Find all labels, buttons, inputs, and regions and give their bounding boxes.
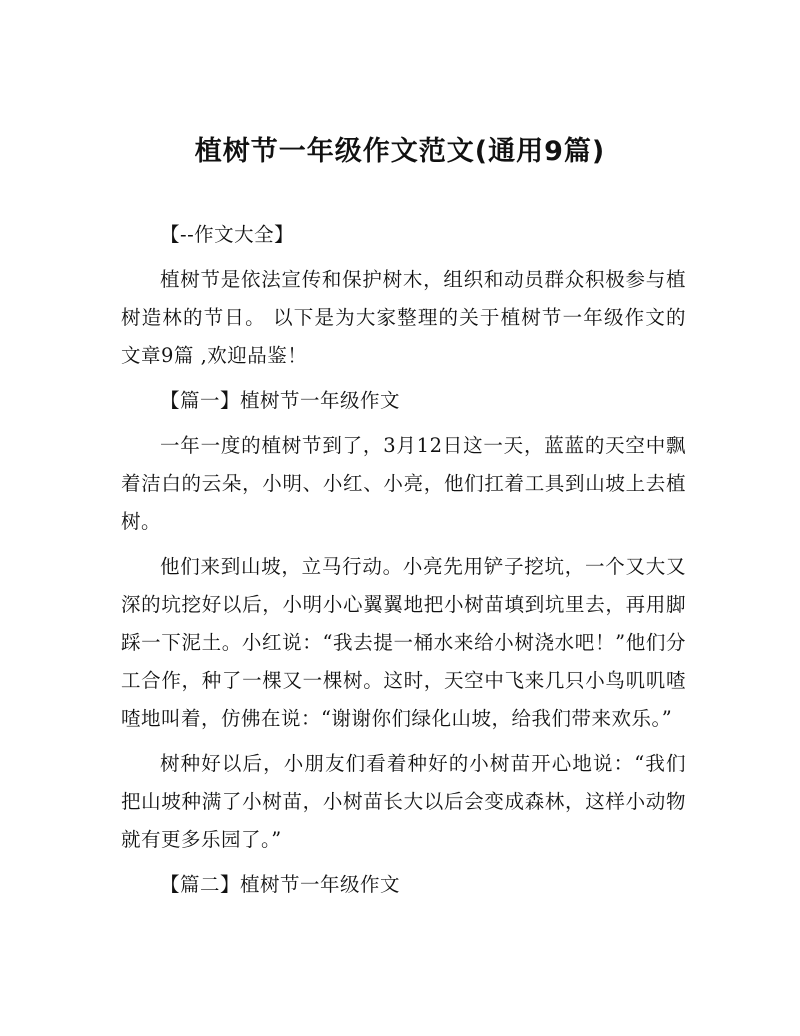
section-heading-1: 【篇一】植树节一年级作文 [160,389,401,412]
section-heading-2: 【篇二】植树节一年级作文 [160,873,401,896]
category-label: 【--作文大全】 [160,223,295,246]
document-body [121,216,686,911]
document-title: 植树节一年级作文范文(通用9篇) [194,136,606,167]
section1-paragraph-2: 他们来到山坡，立马行动。小亮先用铲子挖坑，一个又大又深的坑挖好以后，小明小心翼翼地把小树苗填到坑里去，再用脚踩一下泥土。小红说：“我去提一桶水来给小树浇水吧！”他们分工合作，种了一棵又一棵树。这时，天空中飞来几只小鸟叽叽喳喳地叫着，仿佛在说：“谢谢你们绿化山坡，给我们带来欢乐。” [121,555,686,730]
section1-paragraph-3: 树种好以后，小朋友们看着种好的小树苗开心地说：“我们把山坡种满了小树苗，小树苗长大以后会变成森林，这样小动物就有更多乐园了。” [121,752,686,851]
section1-paragraph-1: 一年一度的植树节到了，3月12日这一天，蓝蓝的天空中飘着洁白的云朵，小明、小红、小亮，他们扛着工具到山坡上去植树。 [121,434,686,533]
intro-paragraph: 植树节是依法宣传和保护树木，组织和动员群众积极参与植树造林的节日。 以下是为大家整理的关于植树节一年级作文的文章9篇 ,欢迎品鉴！ [121,268,686,367]
